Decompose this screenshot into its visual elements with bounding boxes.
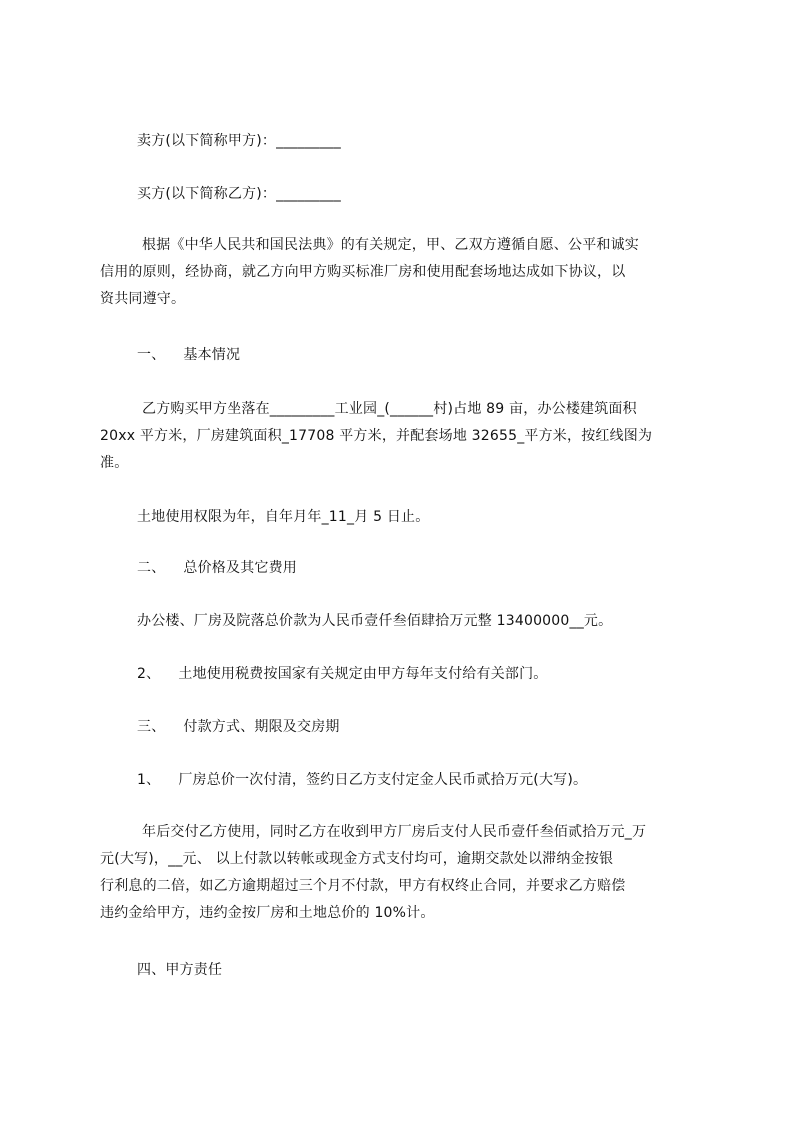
s3-p2-line-1: 年后交付乙方使用，同时乙方在收到甲方厂房后支付人民币壹仟叁佰贰拾万元_万 bbox=[142, 824, 647, 840]
section-2-item-2-number: 2、 bbox=[137, 666, 161, 682]
intro-line-3: 资共同遵守。 bbox=[100, 291, 186, 307]
section-2-item-2 bbox=[137, 664, 548, 684]
section-3-item-1-number: 1、 bbox=[137, 772, 161, 788]
section-3-number: 三、 bbox=[137, 719, 166, 735]
intro-line-1: 根据《中华人民共和国民法典》的有关规定，甲、乙双方遵循自愿、公平和诚实 bbox=[142, 237, 639, 253]
s1-p1-line-1: 乙方购买甲方坐落在_________工业园_(______村)占地 89 亩，办公楼建筑面积 bbox=[142, 401, 637, 417]
buyer-line: 买方(以下简称乙方)：_________ bbox=[137, 186, 341, 202]
section-3-paragraph-2 bbox=[100, 819, 700, 927]
section-2-paragraph-1: 办公楼、厂房及院落总价款为人民币壹仟叁佰肆拾万元整 13400000__元。 bbox=[137, 613, 613, 629]
intro-line-2: 信用的原则，经协商，就乙方向甲方购买标准厂房和使用配套场地达成如下协议，以 bbox=[100, 264, 626, 280]
section-3-heading bbox=[137, 717, 340, 737]
seller-line: 卖方(以下简称甲方)：_________ bbox=[137, 133, 341, 149]
section-1-paragraph-1 bbox=[100, 396, 700, 477]
intro-paragraph bbox=[100, 232, 700, 313]
section-3-item-1-text: 厂房总价一次付清，签约日乙方支付定金人民币贰拾万元(大写)。 bbox=[178, 772, 588, 788]
section-1-heading bbox=[137, 345, 240, 365]
section-2-title: 总价格及其它费用 bbox=[183, 560, 298, 576]
section-2-item-2-text: 土地使用税费按国家有关规定由甲方每年支付给有关部门。 bbox=[178, 666, 548, 682]
section-1-number: 一、 bbox=[137, 347, 166, 363]
s3-p2-line-4: 违约金给甲方，违约金按厂房和土地总价的 10%计。 bbox=[100, 905, 435, 921]
section-2-number: 二、 bbox=[137, 560, 166, 576]
section-2-heading bbox=[137, 558, 297, 578]
section-1-title: 基本情况 bbox=[183, 347, 241, 363]
s3-p2-line-3: 行利息的二倍，如乙方逾期超过三个月不付款，甲方有权终止合同，并要求乙方赔偿 bbox=[100, 878, 626, 894]
s3-p2-line-2: 元(大写)，__元、 以上付款以转帐或现金方式支付均可，逾期交款处以滞纳金按银 bbox=[100, 851, 614, 867]
s1-p1-line-3: 准。 bbox=[100, 455, 129, 471]
s1-p1-line-2: 20xx 平方米，厂房建筑面积_17708 平方米，并配套场地 32655_平方米，按红线图为 bbox=[100, 428, 653, 444]
section-3-item-1 bbox=[137, 770, 587, 790]
section-4-heading: 四、甲方责任 bbox=[137, 962, 223, 978]
section-1-paragraph-2: 土地使用权限为年，自年月年_11_月 5 日止。 bbox=[137, 509, 430, 525]
section-3-title: 付款方式、期限及交房期 bbox=[183, 719, 340, 735]
